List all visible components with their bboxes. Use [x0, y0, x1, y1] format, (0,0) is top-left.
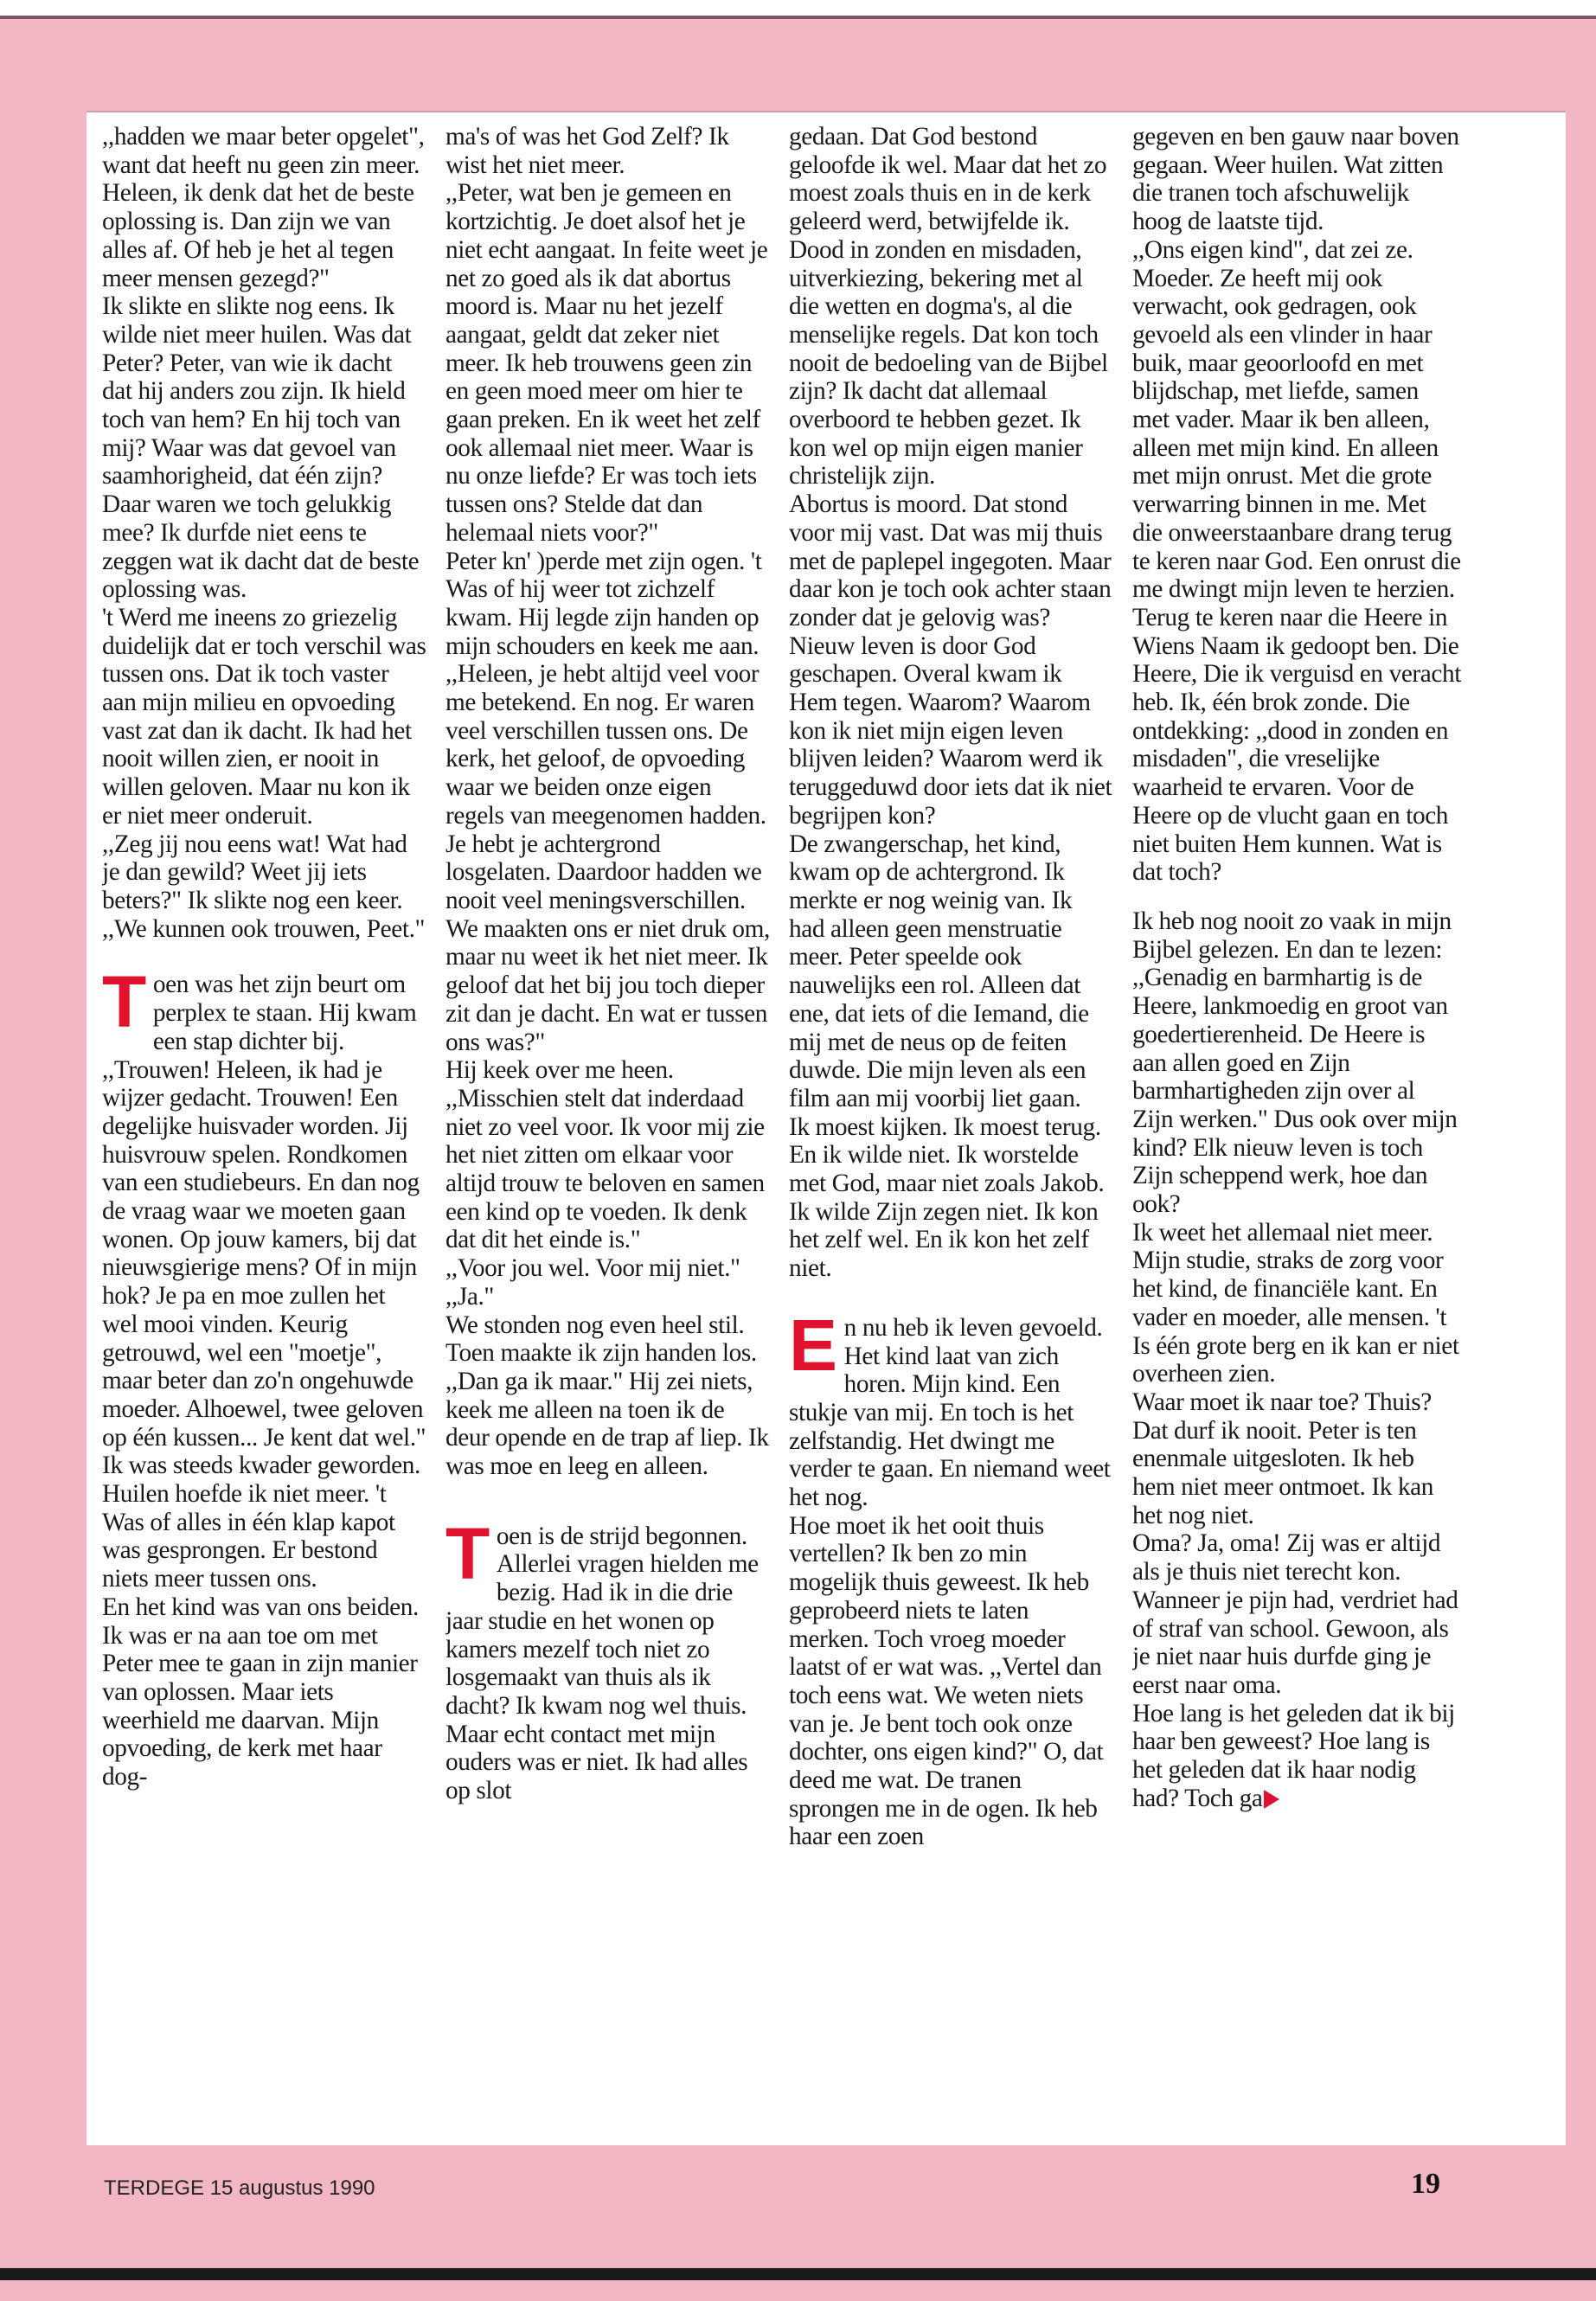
- drop-cap: E: [789, 1304, 837, 1386]
- section-gap: [102, 943, 426, 971]
- paragraph: Nieuw leven is door God geschapen. Overal kwam ik Hem tegen. Waarom? Waarom kon ik niet mijn eigen leven blijven leiden? Waarom werd ik teruggeduwd door iets dat ik niet begrijpen kon?: [789, 631, 1112, 830]
- paragraph: [1132, 1700, 1461, 1813]
- paragraph: De zwangerschap, het kind, kwam op de achtergrond. Ik merkte er nog weinig van. Ik had alleen geen menstruatie meer. Peter speelde ook nauwelijks een rol. Alleen dat ene, dat iets of die Iemand, die mij met de neus op de feiten duwde. Die mijn leven als een film aan mij voorbij liet gaan.: [789, 830, 1089, 1112]
- footer-issue: [104, 2176, 375, 2201]
- article-column-3: [789, 123, 1113, 2131]
- drop-cap: T: [102, 961, 146, 1043]
- paragraph-with-initial: [102, 961, 426, 1452]
- paragraph-text: n nu heb ik leven gevoeld. Het kind laat van zich horen. Mijn kind. Een stukje van mij. En toch is het zelfstandig. Het dwingt me verder te gaan. En niemand weet het nog.: [789, 1313, 1111, 1512]
- paragraph: Abortus is moord. Dat stond voor mij vast. Dat was mij thuis met de paplepel ingegoten. Maar daar kon je toch ook achter staan zonder dat je gelovig was?: [789, 490, 1112, 631]
- continue-arrow-icon: [1264, 1790, 1279, 1809]
- paragraph-with-initial: [789, 1304, 1113, 1512]
- paragraph: Hij keek over me heen. ,,Misschien stelt dat inderdaad niet zo veel voor. Ik voor mij zie het niet zitten om elkaar voor altijd trouw te beloven en samen een kind op te voeden. Ik denk dat dit het einde is.": [445, 1056, 765, 1254]
- paragraph: Waar moet ik naar toe? Thuis? Dat durf ik nooit. Peter is ten enenmale uitgesloten. Ik heb hem niet meer ontmoet. Ik kan het nog niet.: [1132, 1388, 1433, 1529]
- paragraph: Ik moest kijken. Ik moest terug. En ik wilde niet. Ik worstelde met God, maar niet zoals Jakob. Ik wilde Zijn zegen niet. Ik kon het zelf wel. En ik kon het zelf niet.: [789, 1112, 1105, 1283]
- paragraph: We stonden nog even heel stil. Toen maakte ik zijn handen los. ,,Dan ga ik maar." Hij zei niets, keek me alleen na toen ik de deur opende en de trap af liep. Ik was moe en leeg en alleen.: [445, 1311, 769, 1481]
- section-gap: [789, 1283, 1113, 1314]
- page-top-rule: [0, 16, 1596, 19]
- article-column-2: [445, 123, 770, 2131]
- paragraph: Ik weet het allemaal niet meer. Mijn studie, straks de zorg voor het kind, de financiële kant. En vader en moeder, alle mensen. 't Is één grote berg en ik kan er niet overheen zien.: [1132, 1218, 1459, 1388]
- paragraph-text: oen was het zijn beurt om perplex te staan. Hij kwam een stap dichter bij. ,,Trouwen! Heleen, ik had je wijzer gedacht. Trouwen! Een degelijke huisvader worden. Jij huisvrouw spelen. Rondkomen van een studiebeurs. En dan nog de vraag waar we moeten gaan wonen. Op jouw kamers, bij dat nieuwsgierige mens? Of in mijn hok? Je pa en moe zullen het wel mooi vinden. Keurig getrouwd, wel een "moetje", maar beter dan zo'n ongehuwde moeder. Alhoewel, twee geloven op één kussen... Je kent dat wel.": [102, 971, 426, 1452]
- paragraph-text: Hoe lang is het geleden dat ik bij haar ben geweest? Hoe lang is het geleden dat ik haar nodig had? Toch ga: [1132, 1699, 1455, 1812]
- page-number: 19: [1411, 2168, 1440, 2200]
- paragraph: ,,Peter, wat ben je gemeen en kortzichtig. Je doet alsof het je niet echt aangaat. In feite weet je net zo goed als ik dat abortus moord is. Maar nu het jezelf aangaat, geldt dat zeker niet meer. Ik heb trouwens geen zin en geen moed meer om hier te gaan preken. En ik weet het zelf ook allemaal niet meer. Waar is nu onze liefde? Er was toch iets tussen ons? Stelde dat dan helemaal niets voor?": [445, 179, 768, 547]
- paragraph: Ik slikte en slikte nog eens. Ik wilde niet meer huilen. Was dat Peter? Peter, van wie ik dacht dat hij anders zou zijn. Ik hield toch van hem? En hij toch van mij? Waar was dat gevoel van saamhorigheid, dat één zijn? Daar waren we toch gelukkig mee? Ik durfde niet eens te zeggen wat ik dacht dat de beste oplossing was.: [102, 292, 420, 604]
- paragraph: gedaan. Dat God bestond geloofde ik wel. Maar dat het zo moest zoals thuis en in de kerk geleerd werd, betwijfelde ik. Dood in zonden en misdaden, uitverkiezing, bekering met al die wetten en dogma's, al die menselijke regels. Dat kon toch nooit de bedoeling van de Bijbel zijn? Ik dacht dat allemaal overboord te hebben gezet. Ik kon wel op mijn eigen manier christelijk zijn.: [789, 123, 1108, 490]
- paragraph: 't Werd me ineens zo griezelig duidelijk dat er toch verschil was tussen ons. Dat ik toch vaster aan mijn milieu en opvoeding vast zat dan ik dacht. Ik had het nooit willen zien, er nooit in willen geloven. Maar nu kon ik er niet meer onderuit.: [102, 603, 426, 830]
- paragraph: ma's of was het God Zelf? Ik wist het niet meer.: [445, 123, 729, 179]
- page-bottom-edge: [0, 2268, 1596, 2280]
- article-column-4: [1132, 123, 1461, 2131]
- paragraph-with-initial: [445, 1512, 770, 1805]
- drop-cap: T: [445, 1512, 490, 1594]
- paragraph: ,,Zeg jij nou eens wat! Wat had je dan gewild? Weet jij iets beters?" Ik slikte nog een keer. ,,We kunnen ook trouwen, Peet.": [102, 830, 426, 943]
- section-gap: [1132, 887, 1461, 907]
- paragraph: En het kind was van ons beiden. Ik was er na aan toe om met Peter mee te gaan in zijn manier van oplossen. Maar iets weerhield me daarvan. Mijn opvoeding, de kerk met haar dog-: [102, 1593, 419, 1791]
- paragraph: ,,Ons eigen kind", dat zei ze. Moeder. Ze heeft mij ook verwacht, ook gedragen, ook gevoeld als een vlinder in haar buik, maar geoorloofd en met blijdschap, met liefde, samen met vader. Maar ik ben alleen, alleen met mijn kind. En alleen met mijn onrust. Met die grote verwarring binnen in me. Met die onweerstaanbare drang terug te keren naar God. Een onrust die me dwingt mijn leven te herzien. Terug te keren naar die Heere in Wiens Naam ik gedoopt ben. Die Heere, Die ik verguisd en veracht heb. Ik, één brok zonde. Die ontdekking: ,,dood in zonden en misdaden", die vreselijke waarheid te ervaren. Voor de Heere op de vlucht gaan en toch niet buiten Hem kunnen. Wat is dat toch?: [1132, 235, 1461, 887]
- paragraph: Hoe moet ik het ooit thuis vertellen? Ik ben zo min mogelijk thuis geweest. Ik heb geprobeerd niets te laten merken. Toch vroeg moeder laatst of er wat was. ,,Vertel dan toch eens wat. We weten niets van je. Je bent toch ook onze dochter, ons eigen kind?" O, dat deed me wat. De tranen sprongen me in de ogen. Ik heb haar een zoen: [789, 1511, 1104, 1851]
- paragraph: ,,hadden we maar beter opgelet", want dat heeft nu geen zin meer. Heleen, ik denk dat het de beste oplossing is. Dan zijn we van alles af. Of heb je het al tegen meer mensen gezegd?": [102, 123, 425, 292]
- section-gap: [445, 1481, 770, 1522]
- paragraph: ,,Ja.": [445, 1282, 494, 1311]
- paragraph: gegeven en ben gauw naar boven gegaan. Weer huilen. Wat zitten die tranen toch afschuwelijk hoog de laatste tijd.: [1132, 123, 1459, 236]
- paragraph: Ik heb nog nooit zo vaak in mijn Bijbel gelezen. En dan te lezen: ,,Genadig en barmhartig is de Heere, lankmoedig en groot van goedertierenheid. De Heere is aan allen goed en Zijn barmhartigheden zijn over al Zijn werken." Dus ook over mijn kind? Elk nieuw leven is toch Zijn scheppend werk, hoe dan ook?: [1132, 907, 1458, 1219]
- paragraph: Peter kn' )perde met zijn ogen. 't Was of hij weer tot zichzelf kwam. Hij legde zijn handen op mijn schouders en keek me aan. ,,Heleen, je hebt altijd veel voor me betekend. En nog. Er waren veel verschillen tussen ons. De kerk, het geloof, de opvoeding waar we beiden onze eigen regels van meegenomen hadden. Je hebt je achtergrond losgelaten. Daardoor hadden we nooit veel meningsverschillen. We maakten ons er niet druk om, maar nu weet ik het niet meer. Ik geloof dat het bij jou toch dieper zit dan je dacht. En wat er tussen ons was?": [445, 547, 770, 1056]
- paragraph: Oma? Ja, oma! Zij was er altijd als je thuis niet terecht kon. Wanneer je pijn had, verdriet had of straf van school. Gewoon, als je niet naar huis durfde ging je eerst naar oma.: [1132, 1529, 1458, 1699]
- paragraph: Ik was steeds kwader geworden. Huilen hoefde ik niet meer. 't Was of alles in één klap kapot was gesprongen. Er bestond niets meer tussen ons.: [102, 1452, 420, 1593]
- article-column-1: [102, 123, 426, 2131]
- magazine-name: TERDEGE: [104, 2176, 205, 2200]
- paragraph: ,,Voor jou wel. Voor mij niet.": [445, 1254, 740, 1283]
- paragraph-text: oen is de strijd begonnen. Allerlei vragen hielden me bezig. Had ik in die drie jaar studie en het wonen op kamers mezelf toch niet zo losgemaakt van thuis als ik dacht? Ik kwam nog wel thuis. Maar echt contact met mijn ouders was er niet. Ik had alles op slot: [445, 1522, 759, 1805]
- issue-date: 15 augustus 1990: [209, 2176, 375, 2200]
